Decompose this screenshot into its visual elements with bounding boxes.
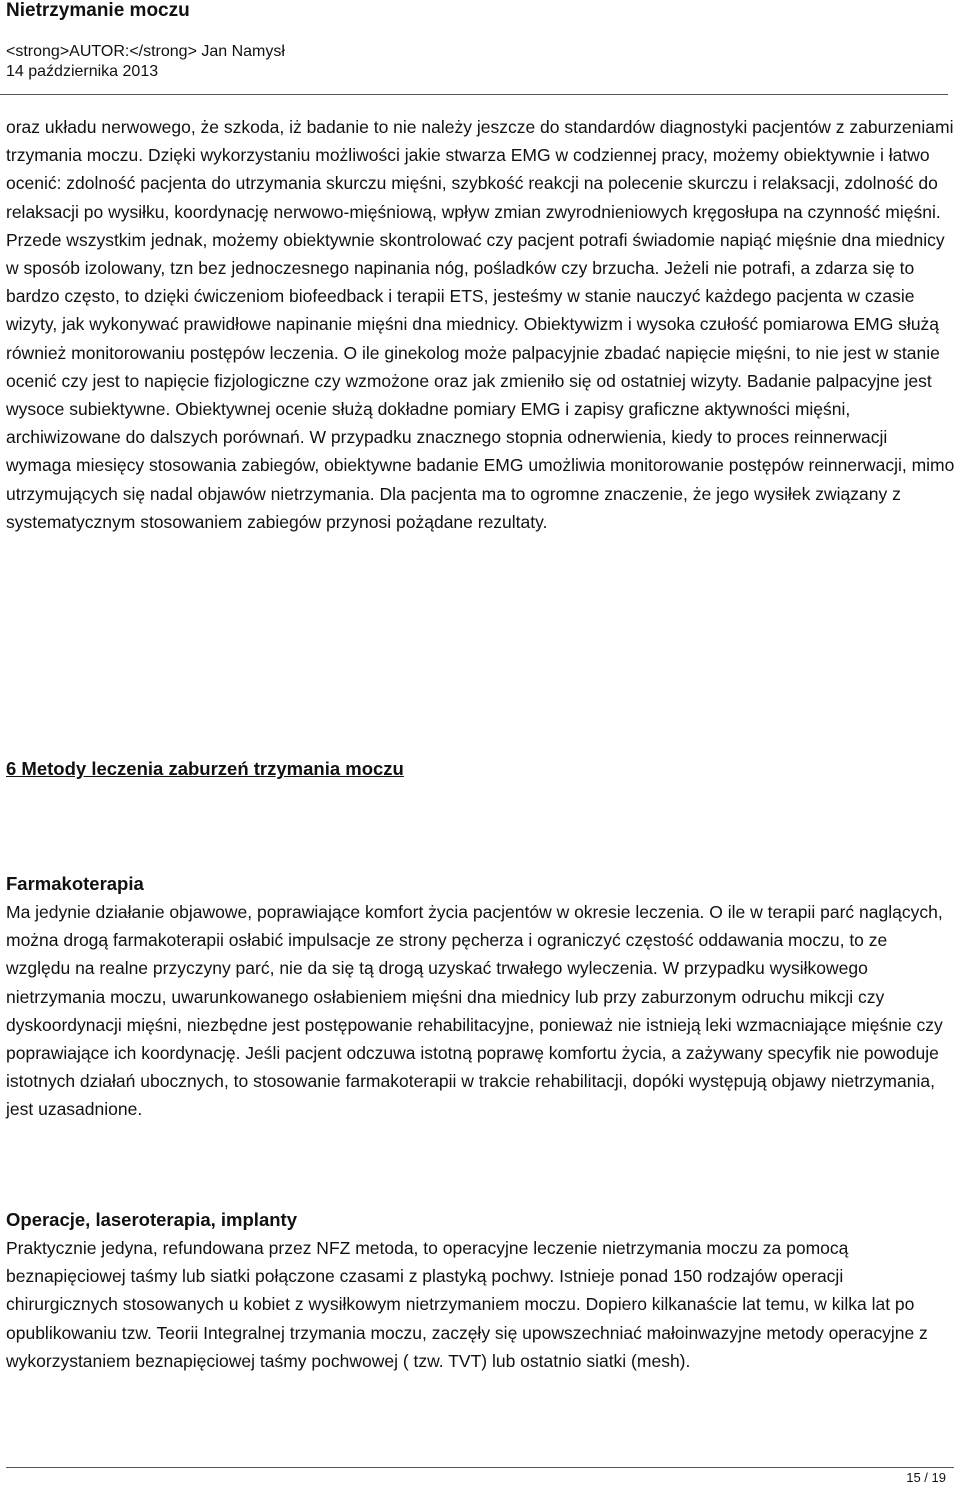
header-divider <box>0 94 948 95</box>
subsection-heading: Farmakoterapia <box>6 873 144 894</box>
intro-paragraph: oraz układu nerwowego, że szkoda, iż badanie to nie należy jeszcze do standardów diagnostyki pacjentów z zaburzeniami trzymania moczu. Dzięki wykorzystaniu możliwości jakie stwarza EMG w codziennej pracy, możemy obiektywnie i łatwo ocenić: zdolność pacjenta do utrzymania skurczu mięśni, szybkość reakcji na polecenie skurczu i relaksacji, zdolność do relaksacji po wysiłku, koordynację nerwowo-mięśniową, wpływ zmian zwyrodnieniowych kręgosłupa na czynność mięśni. Przede wszystkim jednak, możemy obiektywnie skontrolować czy pacjent potrafi świadomie napiąć mięśnie dna miednicy w sposób izolowany, tzn bez jednoczesnego napinania nóg, pośladków czy brzucha. Jeżeli nie potrafi, a zdarza się to bardzo często, to dzięki ćwiczeniom biofeedback i terapii ETS, jesteśmy w stanie nauczyć każdego pacjenta w czasie wizyty, jak wykonywać prawidłowe napinanie mięśni dna miednicy. Obiektywizm i wysoka czułość pomiarowa EMG służą również monitorowaniu postępów leczenia. O ile ginekolog może palpacyjnie zbadać napięcie mięśni, to nie jest w stanie ocenić czy jest to napięcie fizjologiczne czy wzmożone oraz jak zmieniło się od ostatniej wizyty. Badanie palpacyjne jest wysoce subiektywne. Obiektywnej ocenie służą dokładne pomiary EMG i zapisy graficzne aktywności mięśni, archiwizowane do dalszych porównań. W przypadku znacznego stopnia odnerwienia, kiedy to proces reinnerwacji wymaga miesięcy stosowania zabiegów, obiektywne badanie EMG umożliwia monitorowanie postępów reinnerwacji, mimo utrzymujących się nadal objawów nietrzymania. Dla pacjenta ma to ogromne znaczenie, że jego wysiłek związany z systematycznym stosowaniem zabiegów przynosi pożądane rezultaty. <box>6 117 955 532</box>
page-number: 15 / 19 <box>906 1470 946 1485</box>
subsection-pharmacotherapy <box>6 870 956 1124</box>
subsection-surgery <box>6 1206 956 1375</box>
document-title: Nietrzymanie moczu <box>6 0 190 21</box>
subsection-heading: Operacje, laseroterapia, implanty <box>6 1209 297 1230</box>
footer-divider <box>6 1467 954 1468</box>
section-heading: 6 Metody leczenia zaburzeń trzymania moczu <box>6 758 404 779</box>
subsection-text: Praktycznie jedyna, refundowana przez NFZ metoda, to operacyjne leczenie nietrzymania moczu za pomocą beznapięciowej taśmy lub siatki połączone czasami z plastyką pochwy. Istnieje ponad 150 rodzajów operacji chirurgicznych stosowanych u kobiet z wysiłkowym nietrzymaniem moczu. Dopiero kilkanaście lat temu, w kilka lat po opublikowaniu tzw. Teorii Integralnej trzymania moczu, zaczęły się upowszechniać małoinwazyjne metody operacyjne z wykorzystaniem beznapięciowej taśmy pochwowej ( tzw. TVT) lub ostatnio siatki (mesh). <box>6 1238 928 1371</box>
author-line: <strong>AUTOR:</strong> Jan Namysł <box>6 43 285 60</box>
publication-date: 14 października 2013 <box>6 63 159 80</box>
subsection-text: Ma jedynie działanie objawowe, poprawiające komfort życia pacjentów w okresie leczenia. O ile w terapii parć naglących, można drogą farmakoterapii osłabić impulsacje ze strony pęcherza i ograniczyć częstość oddawania moczu, to ze względu na realne przyczyny parć, nie da się tą drogą uzyskać trwałego wyleczenia. W przypadku wysiłkowego nietrzymania moczu, uwarunkowanego osłabieniem mięśni dna miednicy lub przy zaburzonym odruchu mikcji czy dyskoordynacji mięśni, niezbędne jest postępowanie rehabilitacyjne, ponieważ nie istnieją leki wzmacniające mięśnie czy poprawiające ich koordynację. Jeśli pacjent odczuwa istotną poprawę komfortu życia, a zażywany specyfik nie powoduje istotnych działań ubocznych, to stosowanie farmakoterapii w trakcie rehabilitacji, dopóki występują objawy nietrzymania, jest uzasadnione. <box>6 902 943 1120</box>
document-header <box>6 0 954 82</box>
